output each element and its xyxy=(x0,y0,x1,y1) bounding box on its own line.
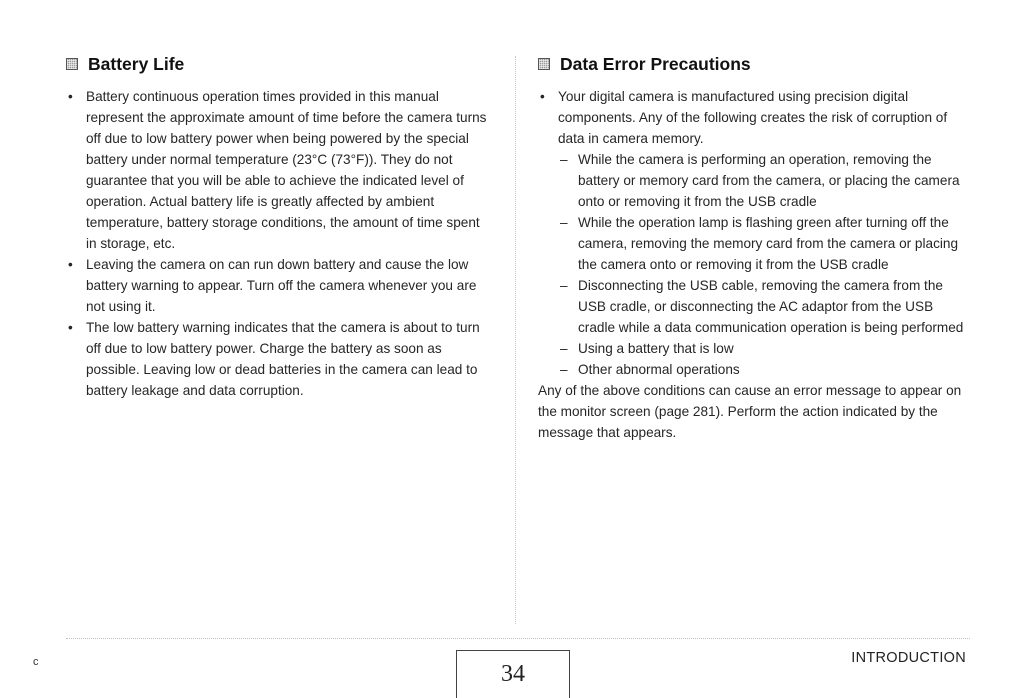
battery-life-heading-text: Battery Life xyxy=(88,54,185,74)
bullet-icon: • xyxy=(68,320,73,335)
closing-paragraph: Any of the above conditions can cause an error message to appear on the monitor screen (page 281). Perform the action indicated by the message that appears. xyxy=(538,383,962,440)
dash-icon: – xyxy=(560,362,568,377)
list-item xyxy=(558,212,970,275)
list-item xyxy=(66,317,494,401)
list-item-text: Battery continuous operation times provided in this manual represent the approximate amount of time before the camera turns off due to low battery power when being powered by the special battery under normal temperature (23°C (73°F)). They do not guarantee that you will be able to achieve the indicated level of operation. Actual battery life is greatly affected by ambient temperature, battery storage conditions, the amount of time spent in storage, etc. xyxy=(86,89,487,251)
list-item-text: Your digital camera is manufactured using precision digital components. Any of the following creates the risk of corruption of data in camera memory. xyxy=(558,89,948,146)
dash-icon: – xyxy=(560,215,568,230)
list-item-text: While the camera is performing an operation, removing the battery or memory card from the camera, or placing the camera onto or removing it from the USB cradle xyxy=(578,152,960,209)
data-error-heading-text: Data Error Precautions xyxy=(560,54,751,74)
data-error-list xyxy=(538,86,970,380)
risk-conditions-list xyxy=(558,149,970,380)
left-column xyxy=(66,52,494,401)
battery-life-list xyxy=(66,86,494,401)
dash-icon: – xyxy=(560,152,568,167)
list-item xyxy=(66,86,494,254)
bullet-icon: • xyxy=(68,89,73,104)
list-item xyxy=(558,275,970,338)
column-divider xyxy=(515,56,516,624)
list-item xyxy=(66,254,494,317)
page-number-box xyxy=(456,650,570,698)
list-item-text: Disconnecting the USB cable, removing the camera from the USB cradle, or disconnecting the AC adaptor from the USB cradle while a data communication operation is being performed xyxy=(578,278,964,335)
data-error-heading xyxy=(538,52,970,76)
list-item-text: Other abnormal operations xyxy=(578,362,740,377)
section-square-icon xyxy=(538,58,550,70)
battery-life-heading xyxy=(66,52,494,76)
dash-icon: – xyxy=(560,341,568,356)
list-item xyxy=(558,149,970,212)
section-square-icon xyxy=(66,58,78,70)
chapter-label: INTRODUCTION xyxy=(851,650,966,666)
footer-corner-letter: c xyxy=(33,656,39,668)
list-item xyxy=(538,86,970,380)
bullet-icon: • xyxy=(68,257,73,272)
footer-divider xyxy=(66,638,970,639)
list-item xyxy=(558,338,970,359)
list-item-text: The low battery warning indicates that the camera is about to turn off due to low battery power. Charge the battery as soon as possible. Leaving low or dead batteries in the camera can lead to battery leakage and data corruption. xyxy=(86,320,480,398)
page-number: 34 xyxy=(501,661,525,687)
dash-icon: – xyxy=(560,278,568,293)
list-item-text: While the operation lamp is flashing green after turning off the camera, removing the memory card from the camera or placing the camera onto or removing it from the USB cradle xyxy=(578,215,959,272)
list-item-text: Using a battery that is low xyxy=(578,341,734,356)
list-item xyxy=(558,359,970,380)
bullet-icon: • xyxy=(540,89,545,104)
list-item-text: Leaving the camera on can run down battery and cause the low battery warning to appear. Turn off the camera whenever you are not using it. xyxy=(86,257,477,314)
right-column xyxy=(538,52,970,457)
